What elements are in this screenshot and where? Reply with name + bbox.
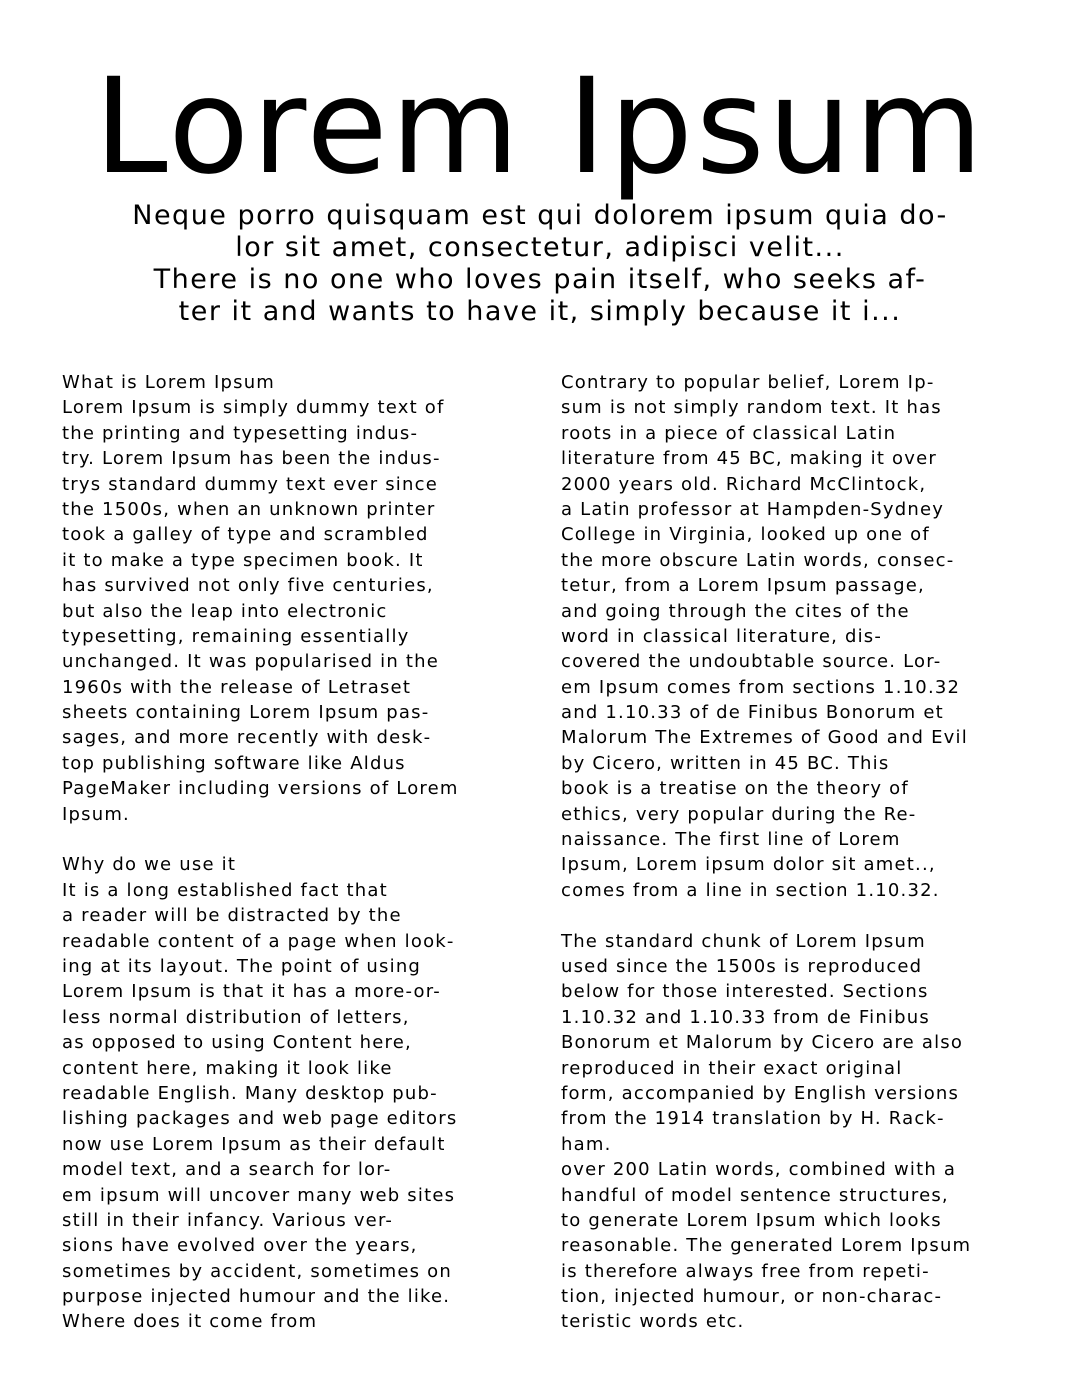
subtitle-line: Neque porro quisquam est qui dolorem ipsum quia do- <box>132 200 948 231</box>
subtitle-line: ter it and wants to have it, simply because it i... <box>178 296 902 327</box>
text-line: It is a long established fact that <box>62 879 388 901</box>
text-line: lishing packages and web page editors <box>62 1108 458 1130</box>
section-heading-what-is: What is Lorem Ipsum <box>62 372 276 393</box>
text-line: sages, and more recently with desk- <box>62 727 432 749</box>
text-line: ing at its layout. The point of using <box>62 955 422 977</box>
text-line: used since the 1500s is reproduced <box>561 955 923 977</box>
text-line: em ipsum will uncover many web sites <box>62 1184 456 1206</box>
paragraph-standard-chunk <box>561 929 1031 1335</box>
text-line: form, accompanied by English versions <box>561 1082 960 1104</box>
text-line: Ipsum, Lorem ipsum dolor sit amet.., <box>561 854 936 876</box>
text-line: ethics, very popular during the Re- <box>561 803 917 825</box>
text-line: teristic words etc. <box>561 1311 745 1333</box>
text-line: tetur, from a Lorem Ipsum passage, <box>561 575 925 597</box>
text-line: less normal distribution of letters, <box>62 1006 410 1028</box>
text-line: Where does it come from <box>62 1311 318 1333</box>
text-line: ham. <box>561 1133 612 1155</box>
text-line: 1960s with the release of Letraset <box>62 676 412 698</box>
text-line: as opposed to using Content here, <box>62 1032 412 1054</box>
subtitle-line: There is no one who loves pain itself, who seeks af- <box>153 264 927 295</box>
text-line: tion, injected humour, or non-charac- <box>561 1286 943 1308</box>
section-heading-why-use: Why do we use it <box>62 854 237 876</box>
text-line: unchanged. It was popularised in the <box>62 651 440 673</box>
text-line: and 1.10.33 of de Finibus Bonorum et <box>561 702 944 724</box>
text-line: reasonable. The generated Lorem Ipsum <box>561 1235 972 1257</box>
text-line: Lorem Ipsum is simply dummy text of <box>62 397 445 419</box>
text-line: sheets containing Lorem Ipsum pas- <box>62 702 430 724</box>
text-line: typesetting, remaining essentially <box>62 625 410 647</box>
text-line: over 200 Latin words, combined with a <box>561 1159 957 1181</box>
text-line: the 1500s, when an unknown printer <box>62 498 436 520</box>
text-line: Malorum The Extremes of Good and Evil <box>561 727 968 749</box>
text-line: PageMaker including versions of Lorem <box>62 778 459 800</box>
text-line: Bonorum et Malorum by Cicero are also <box>561 1032 964 1054</box>
text-line: handful of model sentence structures, <box>561 1184 949 1206</box>
text-line: the printing and typesetting indus- <box>62 422 419 444</box>
text-line: has survived not only five centuries, <box>62 575 434 597</box>
text-line: covered the undoubtable source. Lor- <box>561 651 942 673</box>
text-line: but also the leap into electronic <box>62 600 388 622</box>
text-line: is therefore always free from repeti- <box>561 1260 930 1282</box>
text-line: it to make a type specimen book. It <box>62 549 424 571</box>
text-line: still in their infancy. Various ver- <box>62 1209 394 1231</box>
text-line: readable content of a page when look- <box>62 930 455 952</box>
text-line: content here, making it look like <box>62 1057 393 1079</box>
text-line: try. Lorem Ipsum has been the indus- <box>62 448 441 470</box>
paragraph-what-is <box>62 395 532 827</box>
text-line: 2000 years old. Richard McClintock, <box>561 473 927 495</box>
text-line: comes from a line in section 1.10.32. <box>561 879 940 901</box>
text-line: readable English. Many desktop pub- <box>62 1082 438 1104</box>
text-line: Ipsum. <box>62 803 130 825</box>
text-line: naissance. The first line of Lorem <box>561 829 901 851</box>
text-line: roots in a piece of classical Latin <box>561 422 897 444</box>
paragraph-spacer <box>62 827 532 852</box>
text-line: the more obscure Latin words, consec- <box>561 549 955 571</box>
paragraph-why-use <box>62 878 532 1335</box>
text-line: literature from 45 BC, making it over <box>561 448 937 470</box>
text-line: The standard chunk of Lorem Ipsum <box>561 930 926 952</box>
text-line: purpose injected humour and the like. <box>62 1286 451 1308</box>
text-line: sum is not simply random text. It has <box>561 397 942 419</box>
subtitle <box>62 200 1018 328</box>
text-line: and going through the cites of the <box>561 600 910 622</box>
text-line: a reader will be distracted by the <box>62 905 402 927</box>
text-line: took a galley of type and scrambled <box>62 524 429 546</box>
page-title: Lorem Ipsum <box>94 50 986 204</box>
paragraph-spacer <box>561 903 1031 928</box>
text-line: now use Lorem Ipsum as their default <box>62 1133 446 1155</box>
text-line: trys standard dummy text ever since <box>62 473 438 495</box>
text-line: Lorem Ipsum is that it has a more-or- <box>62 981 441 1003</box>
left-column <box>62 370 532 1335</box>
text-line: Contrary to popular belief, Lorem Ip- <box>561 372 935 393</box>
right-column <box>561 370 1031 1335</box>
text-line: to generate Lorem Ipsum which looks <box>561 1209 942 1231</box>
text-line: College in Virginia, looked up one of <box>561 524 930 546</box>
text-line: word in classical literature, dis- <box>561 625 883 647</box>
text-line: reproduced in their exact original <box>561 1057 903 1079</box>
text-line: 1.10.32 and 1.10.33 from de Finibus <box>561 1006 930 1028</box>
text-line: by Cicero, written in 45 BC. This <box>561 752 890 774</box>
text-line: below for those interested. Sections <box>561 981 929 1003</box>
paragraph-contrary <box>561 370 1031 903</box>
text-line: a Latin professor at Hampden-Sydney <box>561 498 945 520</box>
text-line: model text, and a search for lor- <box>62 1159 392 1181</box>
text-line: em Ipsum comes from sections 1.10.32 <box>561 676 961 698</box>
text-line: book is a treatise on the theory of <box>561 778 909 800</box>
text-line: top publishing software like Aldus <box>62 752 406 774</box>
subtitle-line: lor sit amet, consectetur, adipisci velit... <box>235 232 845 263</box>
text-line: sometimes by accident, sometimes on <box>62 1260 452 1282</box>
text-line: sions have evolved over the years, <box>62 1235 418 1257</box>
text-line: from the 1914 translation by H. Rack- <box>561 1108 945 1130</box>
